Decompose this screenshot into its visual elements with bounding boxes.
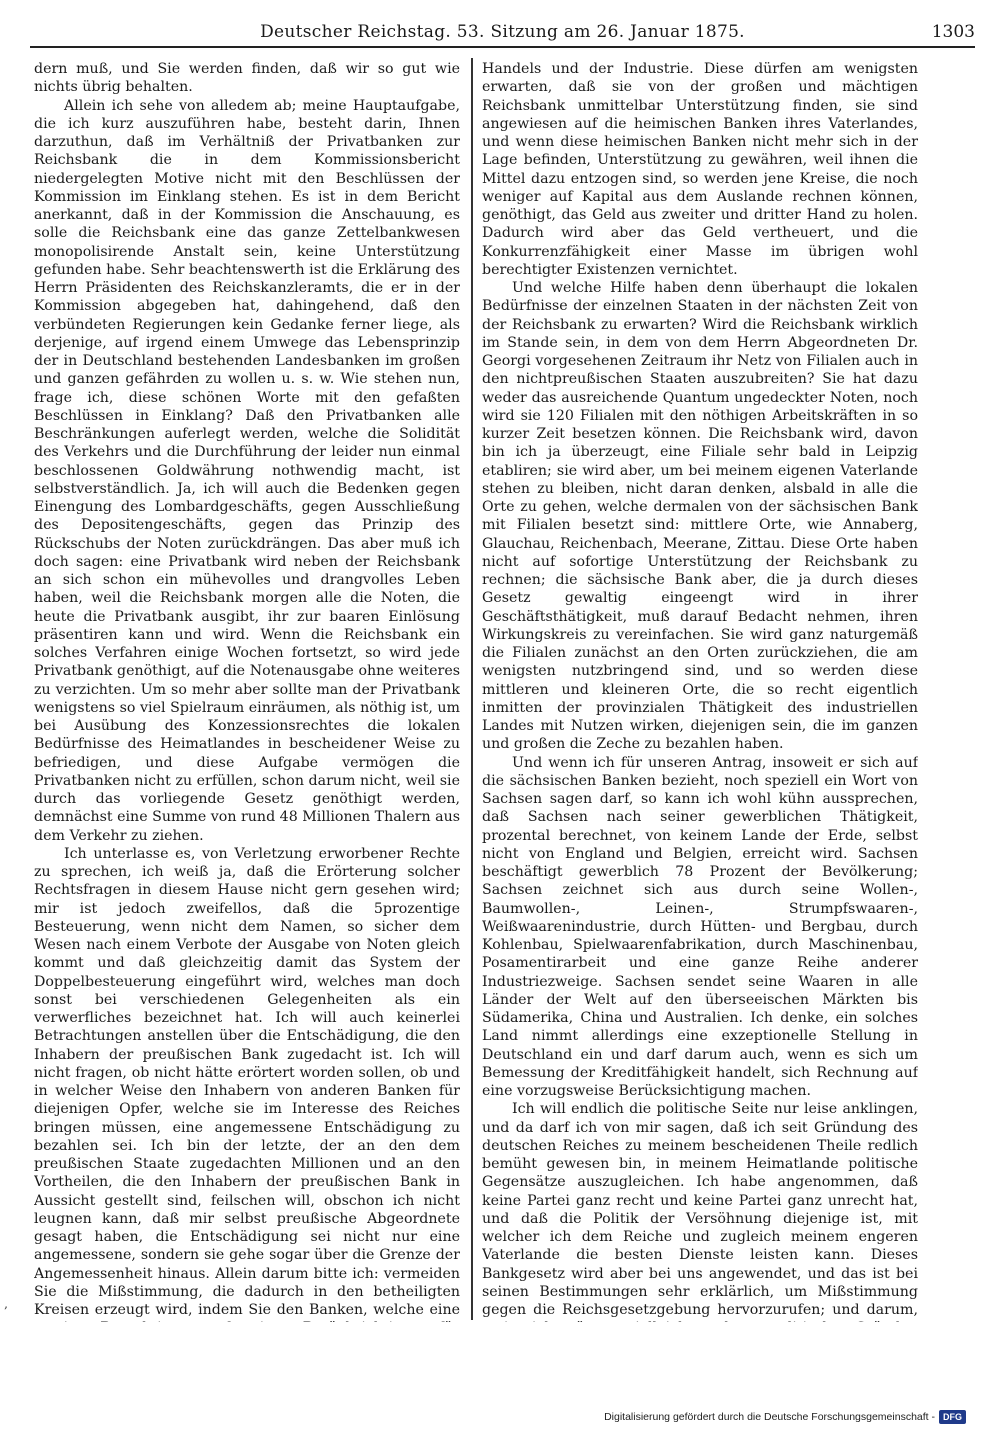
page-header [30,20,975,48]
funding-credit: Digitalisierung gefördert durch die Deutsche Forschungsgemeinschaft - [604,1411,935,1423]
running-title: Deutscher Reichstag. 53. Sitzung am 26. Januar 1875. [260,22,745,42]
paragraph: dern muß, und Sie werden finden, daß wir so gut wie nichts übrig behalten. [34,61,460,96]
paragraph: Ich will endlich die politische Seite nur leise anklingen, und da darf ich von mir sagen, daß ich seit Gründung des deutschen Reiches zu meinem bescheidenen Theile redlich bemüht gewesen bin, in meinem Heimatlande politische Gegensätze auszugleichen. Ich habe angenommen, daß keine Partei ganz recht und keine Partei ganz unrecht hat, und daß die Politik der Versöhnung diejenige ist, mit welcher ich dem Reiche und zugleich meinem engeren Vaterlande die besten Dienste leisten kann. Dieses Bankgesetz wird aber bei uns angewendet, und das ist bei seinen Bestimmungen sehr erklärlich, um Mißstimmung gegen die Reichsgesetzgebung hervorzurufen; und darum, [482,1101,918,1318]
paragraph: Handels und der Industrie. Diese dürfen am wenigsten erwarten, daß sie von der großen und mächtigen Reichsbank unmittelbar Unterstützung finden, sie sind angewiesen auf die heimischen Banken ihres Vaterlandes, und wenn diese heimischen Banken nicht mehr sich in der Lage befinden, Unterstützung zu gewähren, weil ihnen die Mittel dazu entzogen sind, so werden jene Kreise, die noch weniger auf Kapital aus dem Auslande rechnen können, genöthigt, das Geld aus zweiter und dritter Hand zu holen. Dadurch wird aber das Geld vertheuert, und die Konkurrenzfähigkeit einer Masse im übrigen wohl berechtigter Existenzen vernichtet. [482,61,918,278]
paragraph: Und welche Hilfe haben denn überhaupt die lokalen Bedürfnisse der einzelnen Staaten in der nächsten Zeit von der Reichsbank zu erwarten? Wird die Reichsbank wirklich im Stande sein, in dem von dem Herrn Abgeordneten Dr. Georgi vorgesehenen Zeitraum ihr Netz von Filialen auch in den nichtpreußischen Staaten auszubreiten? Sie hat dazu weder das ausreichende Quantum ungedeckter Noten, noch wird sie 120 Filialen mit den nöthigen Arbeitskräften in so kurzer Zeit besetzen können. Die Reichsbank wird, davon bin ich ja überzeugt, eine Filiale sehr bald in Leipzig etabliren; sie wird aber, um bei meinem eigenen Vaterlande stehen zu bleiben, nicht daran denken, alsbald in alle die Orte zu gehen, welche dermalen von der sächsischen Bank mit Filialen besetzt sind: mittlere Orte, wie Annaberg, Glauchau, Reichenbach, Meerane, Zittau. Diese Orte haben nicht auf sofortige Unterstützung der Reichsbank zu rechnen; die sächsische Bank aber, die ja durch dieses Gesetz gewaltig eingeengt wird in ihrer Geschäftsthätigkeit, muß darauf Bedacht nehmen, ihren Wirkungskreis zu vereinfachen. Sie wird ganz naturgemäß die Filialen zunächst an den Orten zurückziehen, die am wenigsten nutzbringend sind, und so werden diese mittleren und kleineren Orte, die so recht eigentlich inmitten der provinzialen Thätigkeit des industriellen Landes mit Nutzen wirken, diejenigen sein, die im ganzen und großen die Zeche zu bezahlen haben. [482,280,918,753]
dfg-logo: DFG [939,1410,966,1424]
paragraph: Ich unterlasse es, von Verletzung erworbener Rechte zu sprechen, ich weiß ja, daß die Erörterung solcher Rechtsfragen in diesem Hause nicht gern gesehen wird; mir ist jedoch zweifellos, daß die 5prozentige Besteuerung, wenn nicht dem Namen, so sicher dem Wesen nach einem Verbote der Ausgabe von Noten gleich kommt und daß gleichzeitig damit das System der Doppelbesteuerung eingeführt wird, welches man doch sonst bei verschiedenen Gelegenheiten als ein verwerfliches bezeichnet hat. Ich will auch keinerlei Betrachtungen anstellen über die Entschädigung, die den Inhabern der preußischen Bank zugedacht ist. Ich will nicht fragen, ob nicht hätte erörtert worden sollen, ob und in welcher Weise den Inhabern von anderen Banken für diejenigen Opfer, welche sie im Interesse des Reiches bringen müssen, eine angemessene Entschädigung zu bezahlen sei. Ich bin der letzte, der an den dem preußischen Staate zugedachten Millionen und an den Vortheilen, die den Inhabern der preußischen Bank in Aussicht gestellt sind, feilschen will, obschon ich nicht leugnen kann, daß mir selbst preußische Abgeordnete gesagt haben, die Entschädigung sei nicht nur eine angemessene, sondern sie gehe sogar über die Grenze der Angemessenheit hinaus. Allein darum bitte ich: vermeiden Sie die Mißstimmung, die dadurch in den betheiligten Kreisen erzeugt wird, indem Sie den Banken, welche eine [34,845,460,1318]
paragraph: Und wenn ich für unseren Antrag, insoweit er sich auf die sächsischen Banken bezieht, noch speziell ein Wort von Sachsen sagen darf, so kann ich wohl kühn aussprechen, daß Sachsen nach seiner gewerblichen Thätigkeit, prozental berechnet, von keinem Lande der Erde, selbst nicht von England und Belgien, erreicht wird. Sachsen beschäftigt gewerblich 78 Prozent der Bevölkerung; Sachsen zeichnet sich aus durch seine Wollen-, Baumwollen-, Leinen-, Strumpfswaaren-, Weißwaarenindustrie, durch Hütten- und Bergbau, durch Kohlenbau, Spielwaarenfabrikation, durch Maschinenbau, Posamentirarbeit und eine ganze Reihe anderer Industriezweige. Sachsen sendet seine Waaren in alle Länder der Welt auf den überseeischen Märkten bis Südamerika, China und Australien. Ich denke, ein solches Land nimmt allerdings eine exzeptionelle Stellung in Deutschland ein und darf darum auch, wenn es sich um Bemessung der Kreditfähigkeit handelt, sich Rechnung auf eine vorzugsweise Berücksichtigung machen. [482,754,918,1099]
page-footer [604,1409,966,1425]
margin-mark: ‚ [4,1297,8,1311]
column-divider [471,58,473,1320]
page-number: 1303 [931,22,975,42]
right-column [482,60,918,1322]
left-column [34,60,460,1322]
paragraph: Allein ich sehe von alledem ab; meine Hauptaufgabe, die ich kurz auszuführen habe, besteht darin, Ihnen darzuthun, daß im Verhältniß der Privatbanken zur Reichsbank die in dem Kommissionsbericht niedergelegten Motive nicht mit den Beschlüssen der Kommission im Einklang stehen. Es ist in dem Bericht anerkannt, daß in der Kommission die Anschauung, es solle die Reichsbank eine das ganze Zettelbankwesen monopolisirende Anstalt sein, keine Unterstützung gefunden habe. Sehr beachtenswerth ist die Erklärung des Herrn Präsidenten des Reichskanzleramts, die er in der Kommission abgegeben hat, dahingehend, daß den verbündeten Regierungen kein Gedanke ferner liege, als derjenige, auf irgend einem Umwege das Lebensprinzip der in Deutschland bestehenden Landesbanken im großen und ganzen gefährden zu wollen u. s. w. Wie stehen nun, frage ich, diese schönen Worte mit den gefaßten Beschlüssen in Einklang? Daß den Privatbanken alle Beschränkungen auferlegt werden, welche die Solidität des Verkehrs und die Durchführung der leider nun einmal beschlossenen Goldwährung nothwendig macht, ist selbstverständlich. Ja, ich will auch die Bedenken gegen Einengung des Lombardgeschäfts, gegen Ausschließung des Depositengeschäfts, gegen das Prinzip des Rückschubs der Noten zurückdrängen. Das aber muß ich doch sagen: eine Privatbank wird neben der Reichsbank an sich schon ein mühevolles und drangvolles Leben haben, weil die Reichsbank morgen alle die Noten, die heute die Privatbank ausgibt, ihr zur baaren Einlösung präsentiren kann und wird. Wenn die Reichsbank ein solches Verfahren einige Wochen fortsetzt, so wird jede Privatbank genöthigt, auf die Notenausgabe ohne weiteres zu verzichten. Um so mehr aber sollte man der Privatbank wenigstens so viel Spielraum einräumen, als nöthig ist, um bei Ausübung des Konzessionsrechtes die lokalen Bedürfnisse des Heimatlandes in bescheidener Weise zu befriedigen, und diese Aufgabe vermögen die Privatbanken nicht zu erfüllen, schon darum nicht, weil sie durch das vorliegende Gesetz genöthigt werden, demnächst eine Summe von rund 48 Millionen Thalern aus dem Verkehr zu ziehen. [34,97,460,844]
